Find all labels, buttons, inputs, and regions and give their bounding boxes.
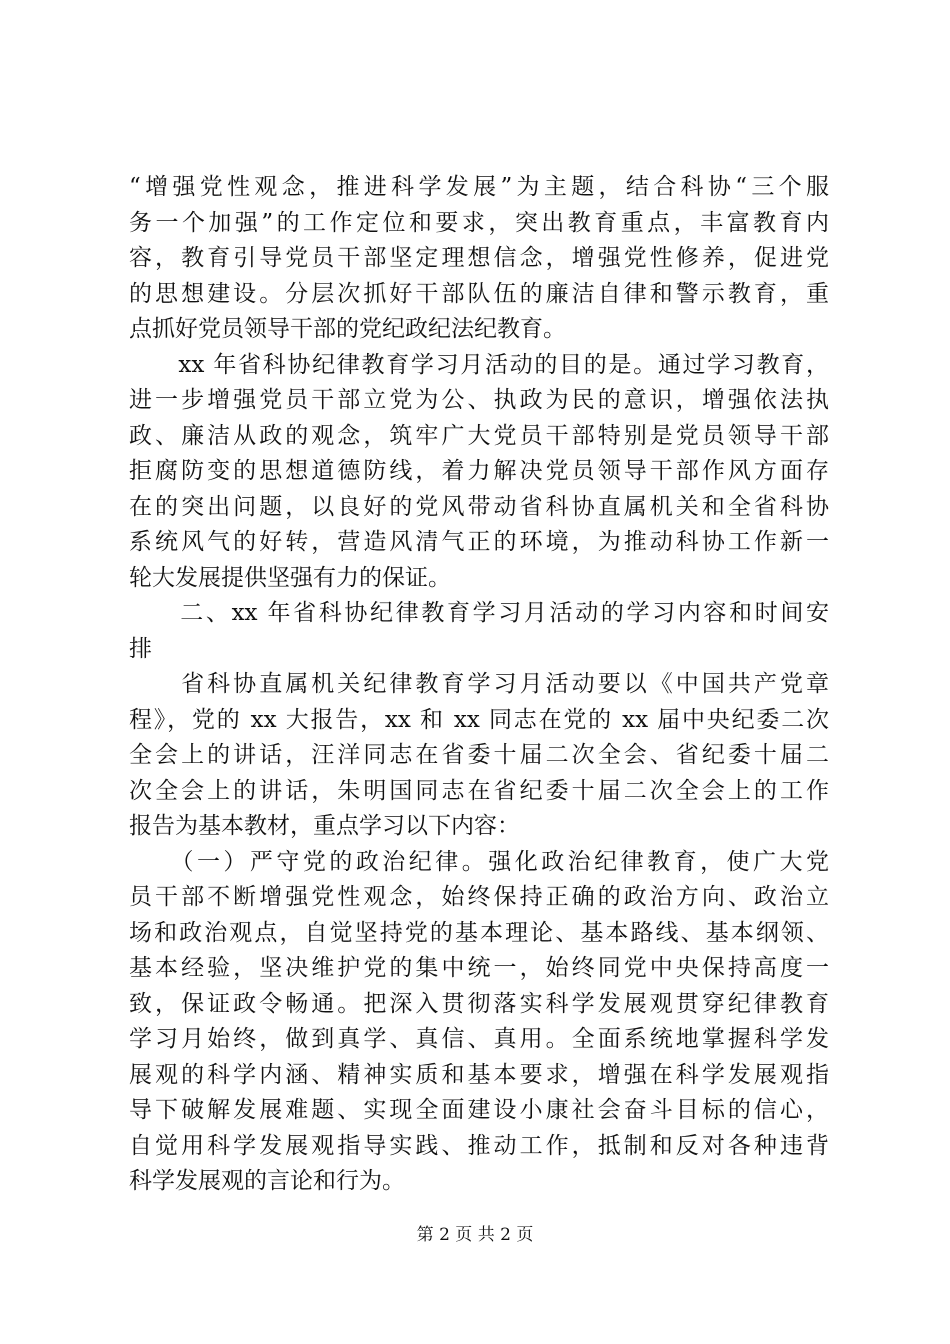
section-heading-line: 二、xx 年省科协纪律教育学习月活动的学习内容和时间安 (129, 600, 829, 626)
text-line: 全会上的讲话，汪洋同志在省委十届二次全会、省纪委十届二 (129, 742, 829, 768)
text-line: 的思想建设。分层次抓好干部队伍的廉洁自律和警示教育，重 (129, 280, 829, 307)
text-line: “增强党性观念，推进科学发展”为主题，结合科协“三个服 (129, 174, 829, 200)
section-heading-line: 排 (129, 635, 152, 662)
text-line: 点抓好党员领导干部的党纪政纪法纪教育。 (129, 316, 566, 342)
body-text (129, 170, 829, 1200)
page-footer: 第 2 页 共 2 页 (416, 1225, 534, 1245)
text-line: （一）严守党的政治纪律。强化政治纪律教育，使广大党 (129, 848, 829, 875)
text-line: 务一个加强”的工作定位和要求，突出教育重点，丰富教育内 (129, 209, 829, 236)
text-line: 报告为基本教材，重点学习以下内容： (129, 813, 520, 839)
text-line: 科学发展观的言论和行为。 (129, 1168, 405, 1194)
text-line: 基本经验，坚决维护党的集中统一，始终同党中央保持高度一 (129, 955, 829, 981)
text-line: 程》，党的 xx 大报告，xx 和 xx 同志在党的 xx 届中央纪委二次 (129, 706, 829, 733)
text-line: 政、廉洁从政的观念，筑牢广大党员干部特别是党员领导干部 (129, 422, 829, 449)
text-line: 学习月始终，做到真学、真信、真用。全面系统地掌握科学发 (129, 1026, 829, 1052)
text-line: 员干部不断增强党性观念，始终保持正确的政治方向、政治立 (129, 884, 829, 910)
text-line: 轮大发展提供坚强有力的保证。 (129, 564, 451, 591)
text-line: 系统风气的好转，营造风清气正的环境，为推动科协工作新一 (129, 529, 829, 555)
text-line: 致，保证政令畅通。把深入贯彻落实科学发展观贯穿纪律教育 (129, 990, 829, 1017)
text-line: 场和政治观点，自觉坚持党的基本理论、基本路线、基本纲领、 (129, 919, 829, 946)
text-line: 次全会上的讲话，朱明国同志在省纪委十届二次全会上的工作 (129, 777, 829, 804)
text-line: 在的突出问题，以良好的党风带动省科协直属机关和全省科协 (129, 493, 829, 520)
text-line: 展观的科学内涵、精神实质和基本要求，增强在科学发展观指 (129, 1061, 829, 1088)
text-line: 进一步增强党员干部立党为公、执政为民的意识，增强依法执 (129, 387, 829, 413)
text-line: xx 年省科协纪律教育学习月活动的目的是。通过学习教育， (129, 351, 829, 378)
text-line: 自觉用科学发展观指导实践、推动工作，抵制和反对各种违背 (129, 1132, 829, 1159)
text-line: 导下破解发展难题、实现全面建设小康社会奋斗目标的信心， (129, 1097, 829, 1123)
text-line: 容，教育引导党员干部坚定理想信念，增强党性修养，促进党 (129, 245, 829, 271)
text-line: 省科协直属机关纪律教育学习月活动要以《中国共产党章 (129, 671, 829, 697)
text-line: 拒腐防变的思想道德防线，着力解决党员领导干部作风方面存 (129, 458, 829, 484)
